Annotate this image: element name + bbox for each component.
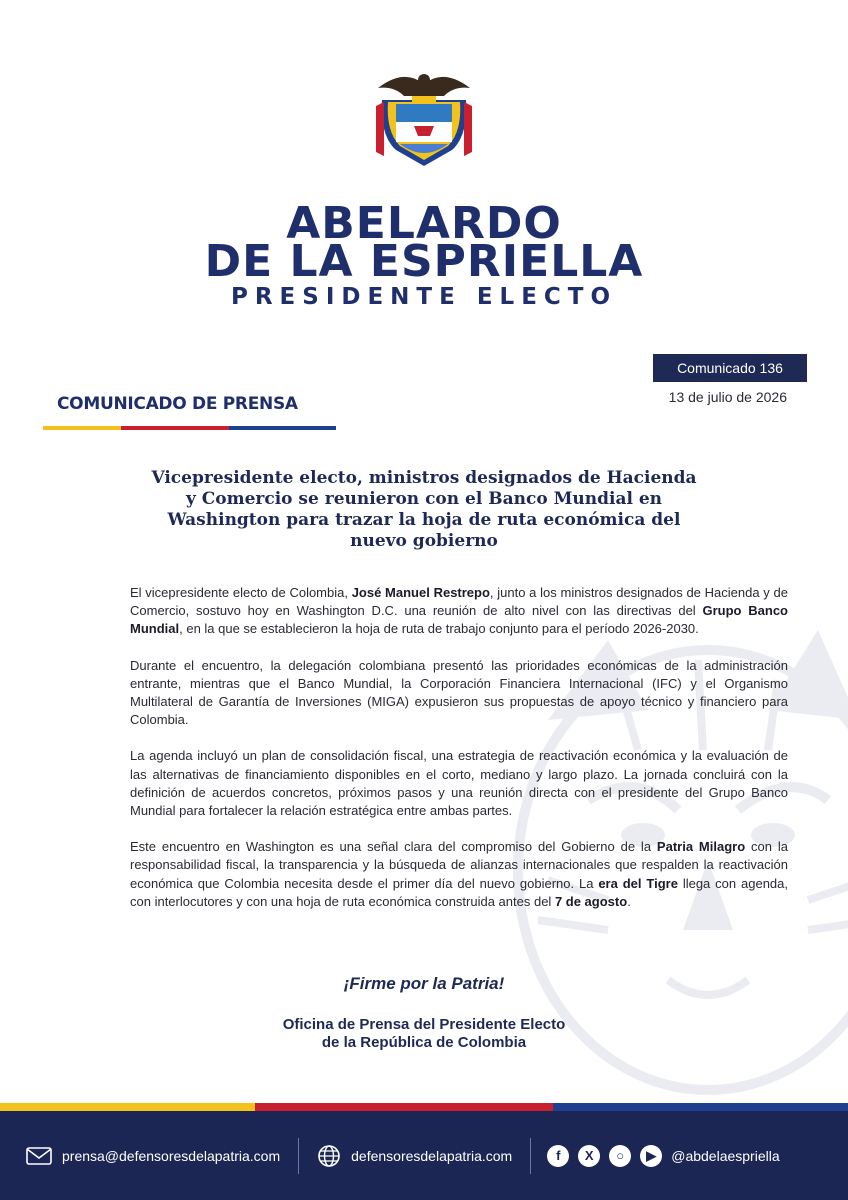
leader-name-line1: ABELARDO <box>286 198 562 249</box>
paragraph-2: Durante el encuentro, la delegación colombiana presentó las prioridades económicas de la administración entrante, mientras que el Banco Mundial, la Corporación Financiera Internacional (IFC) y el Organismo Multilateral de Garantía de Inversiones (MIGA) expusieron sus propuestas de apoyo técnico y financiero para Colombia. <box>130 657 788 728</box>
facebook-icon[interactable]: f <box>547 1145 569 1167</box>
leader-title: PRESIDENTE ELECTO <box>230 284 618 310</box>
footer <box>0 1111 848 1200</box>
footer-social-handle[interactable]: @abdelaespriella <box>671 1147 780 1164</box>
release-date: 13 de julio de 2026 <box>668 389 787 405</box>
communique-number-badge: Comunicado 136 <box>653 354 807 382</box>
footer-social <box>547 1145 779 1167</box>
body-text <box>130 584 788 929</box>
signature-line1: Oficina de Prensa del Presidente Electo <box>282 1016 566 1033</box>
footer-website[interactable] <box>317 1144 512 1168</box>
colombia-coat-of-arms-icon <box>374 66 474 176</box>
leader-name-line2: DE LA ESPRIELLA <box>204 236 644 287</box>
instagram-icon[interactable]: ○ <box>609 1145 631 1167</box>
footer-email[interactable] <box>26 1147 280 1165</box>
paragraph-3: La agenda incluyó un plan de consolidación fiscal, una estrategia de reactivación económica y la evaluación de las alternativas de financiamiento disponibles en el corto, mediano y largo plazo. La jornada concluirá con la definición de acuerdos concretos, próximos pasos y una reunión directa con el presidente del Grupo Banco Mundial para fortalecer la relación estratégica entre ambas partes. <box>130 748 788 819</box>
footer-separator <box>298 1138 299 1174</box>
globe-icon <box>317 1144 341 1168</box>
paragraph-4: Este encuentro en Washington es una señal clara del compromiso del Gobierno de la Patria Milagro con la responsabilidad fiscal, la transparencia y la búsqueda de alianzas internacionales que respalden la reactivación económica que Colombia necesita desde el primer día del nuevo gobierno. La era del Tigre llega con agenda, con interlocutores y con una hoja de ruta económica construida antes del 7 de agosto. <box>130 839 788 909</box>
headline: Vicepresidente electo, ministros designados de Hacienda y Comercio se reunieron con el Banco Mundial en Washington para trazar la hoja de ruta económica del nuevo gobierno <box>151 468 697 551</box>
tricolor-divider-small <box>43 426 336 430</box>
footer-separator <box>530 1138 531 1174</box>
footer-website-text: defensoresdelapatria.com <box>351 1147 513 1164</box>
press-release-heading: COMUNICADO DE PRENSA <box>57 394 298 414</box>
footer-email-text: prensa@defensoresdelapatria.com <box>62 1147 281 1164</box>
youtube-icon[interactable]: ▶ <box>640 1145 662 1167</box>
tricolor-divider-footer <box>0 1103 848 1111</box>
signature-block <box>0 1016 848 1052</box>
mail-icon <box>26 1147 52 1165</box>
signature-line2: de la República de Colombia <box>321 1034 527 1051</box>
paragraph-1: El vicepresidente electo de Colombia, José Manuel Restrepo, junto a los ministros designados de Hacienda y de Comercio, sostuvo hoy en Washington D.C. una reunión de alto nivel con las directivas del Grupo Banco Mundial, en la que se establecieron la hoja de ruta de trabajo conjunto para el período 2026-2030. <box>130 585 788 637</box>
x-icon[interactable]: X <box>578 1145 600 1167</box>
slogan: ¡Firme por la Patria! <box>343 974 505 993</box>
